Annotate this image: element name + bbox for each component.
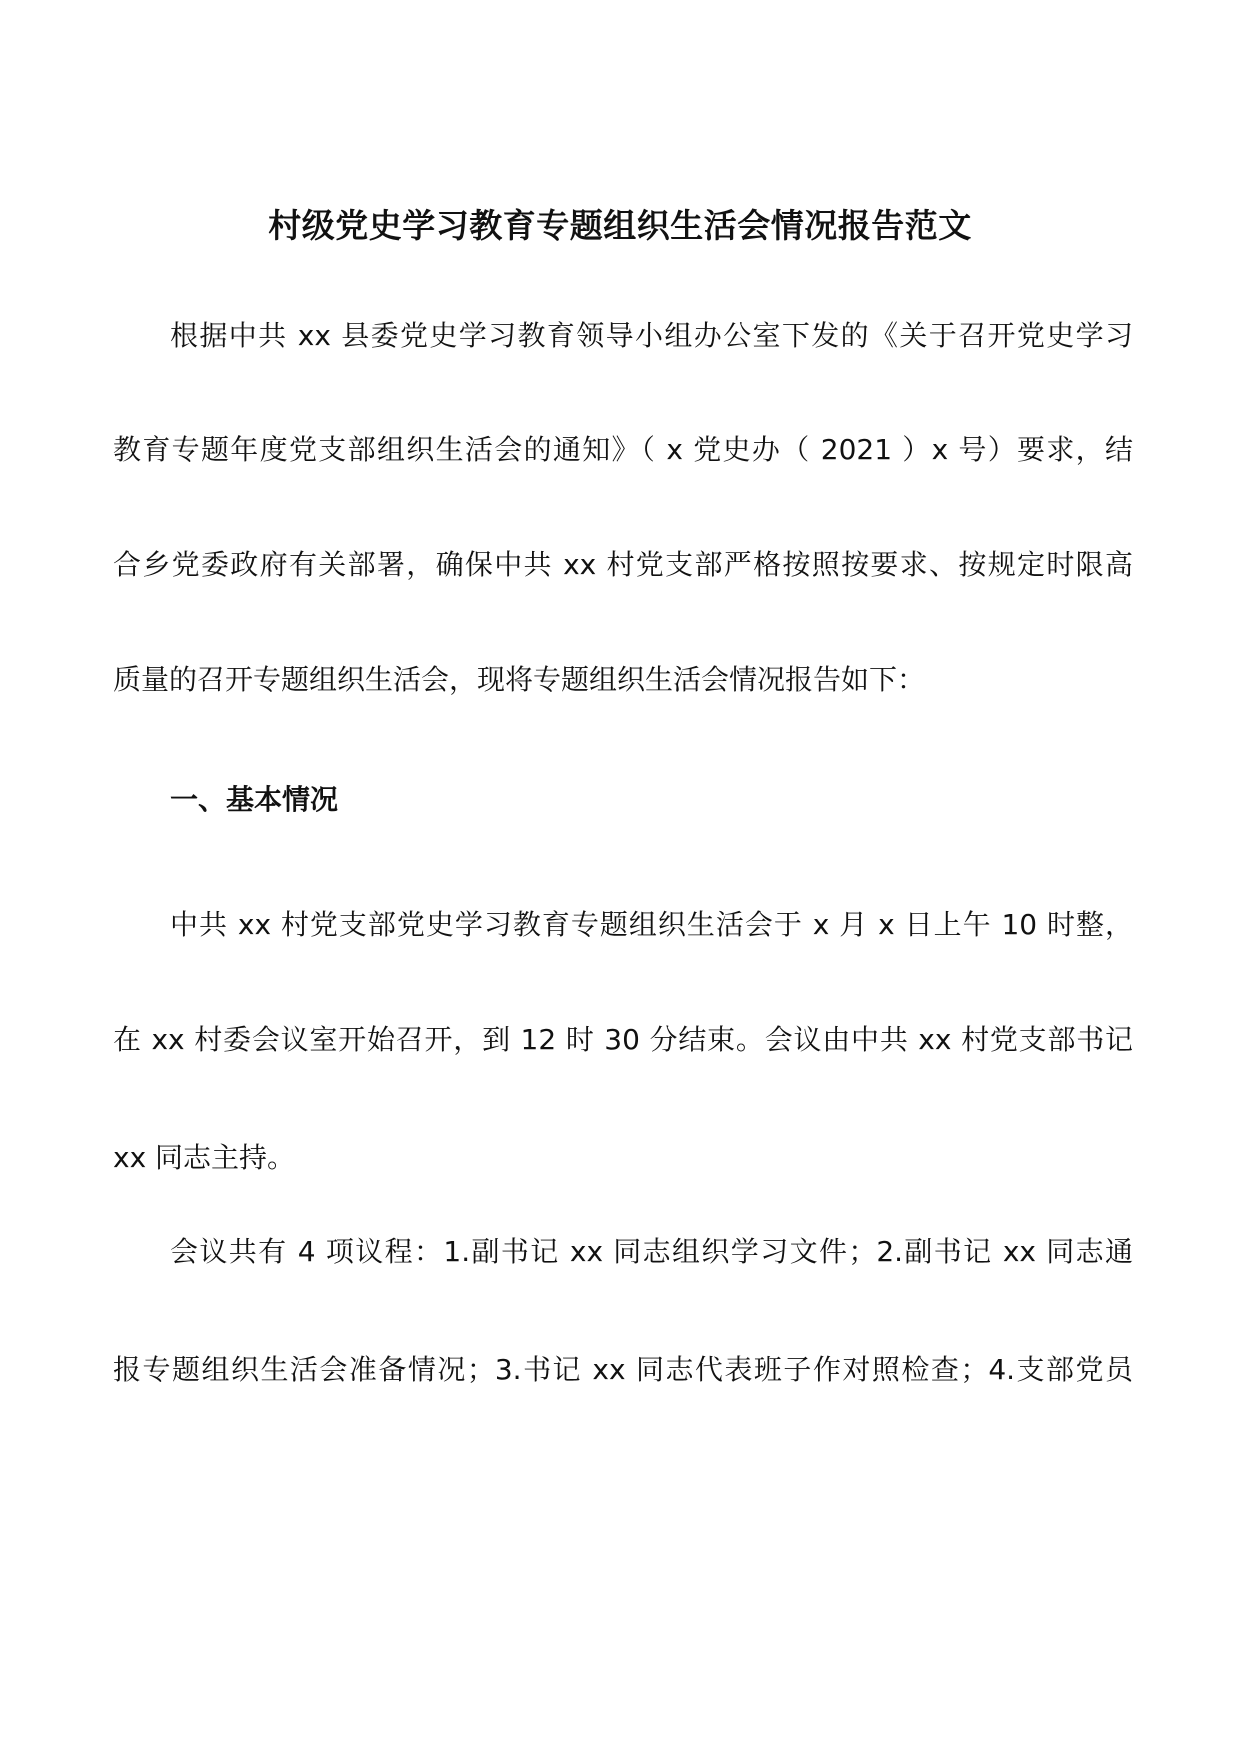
document-title: 村级党史学习教育专题组织生活会情况报告范文 xyxy=(268,206,972,245)
paragraph-line: 合乡党委政府有关部署，确保中共 xx 村党支部严格按照按要求、按规定时限高 xyxy=(113,548,1133,581)
section-heading: 一、基本情况 xyxy=(170,783,339,816)
paragraph-line: 中共 xx 村党支部党史学习教育专题组织生活会于 x 月 x 日上午 10 时整， xyxy=(170,908,1133,941)
paragraph-line: xx 同志主持。 xyxy=(113,1141,296,1174)
paragraph-line: 在 xx 村委会议室开始召开，到 12 时 30 分结束。会议由中共 xx 村党支部书记 xyxy=(113,1023,1133,1056)
paragraph-line: 报专题组织生活会准备情况；3.书记 xx 同志代表班子作对照检查；4.支部党员 xyxy=(113,1353,1133,1386)
paragraph-line: 教育专题年度党支部组织生活会的通知》（ x 党史办（ 2021 ）x 号）要求，结 xyxy=(113,433,1133,466)
paragraph-line: 会议共有 4 项议程：1.副书记 xx 同志组织学习文件；2.副书记 xx 同志通 xyxy=(170,1235,1133,1268)
paragraph-line: 根据中共 xx 县委党史学习教育领导小组办公室下发的《关于召开党史学习 xyxy=(170,319,1133,352)
paragraph-line: 质量的召开专题组织生活会，现将专题组织生活会情况报告如下： xyxy=(113,663,926,696)
